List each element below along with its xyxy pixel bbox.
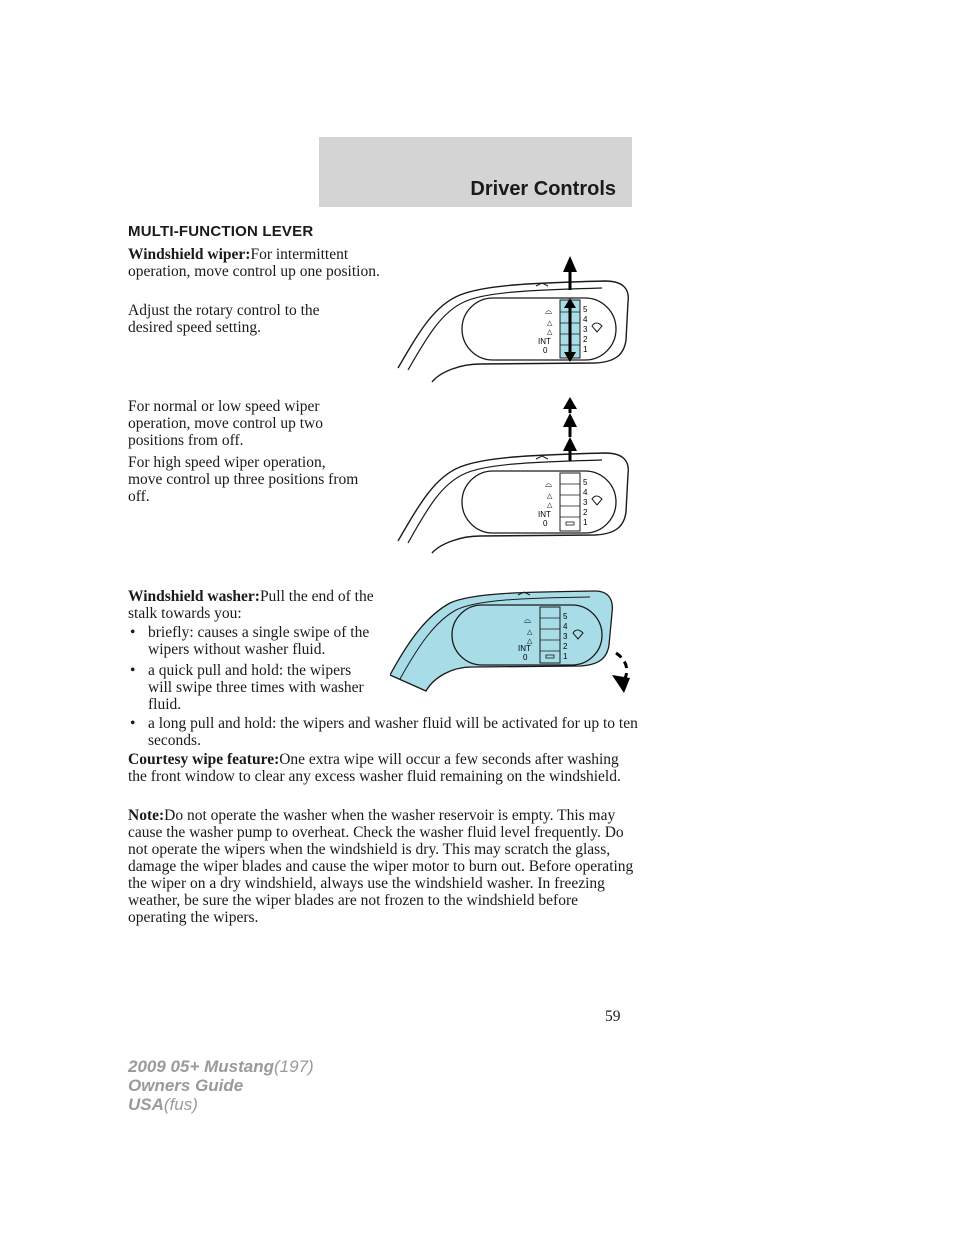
courtesy-label: Courtesy wipe feature: [128,751,280,768]
arrow-up-icon [563,397,577,409]
courtesy-paragraph [128,751,630,785]
wiper-label: Windshield wiper: [128,246,251,263]
speed-label: 5 [583,478,588,487]
svg-text:△: △ [527,629,533,636]
svg-text:△: △ [547,320,553,327]
page-header-title: Driver Controls [470,178,616,200]
speed-label: 1 [563,652,568,661]
washer-text: Pull the end of the stalk towards you: [128,588,374,622]
header-band [319,137,632,207]
wiper-symbol-icon: ⌓ [545,479,553,489]
speed-label: 2 [583,335,588,344]
wiper-text: For intermittent operation, move control up one position. [128,246,380,280]
speed-label: 5 [563,612,568,621]
off-label: 0 [543,519,548,528]
off-label: 0 [543,346,548,355]
courtesy-text: One extra wipe will occur a few seconds after washing the front window to clear any excess washer fluid remaining on the windshield. [128,751,621,785]
normal-speed-paragraph: For normal or low speed wiper operation, move control up two positions from off. [128,398,323,449]
rotary-paragraph: Adjust the rotary control to the desired speed setting. [128,302,320,336]
svg-text:△: △ [547,493,553,500]
svg-text:△: △ [547,329,553,336]
speed-label: 2 [583,508,588,517]
note-paragraph [128,807,634,926]
svg-text:△: △ [547,502,553,509]
speed-label: 1 [583,518,588,527]
footer-market-code: (fus) [163,1095,198,1114]
wiper-symbol-icon: ⌓ [545,306,553,316]
off-label: 0 [523,653,528,662]
note-label: Note: [128,807,165,824]
footer-guide: Owners Guide [128,1076,244,1095]
footer-model: 2009 05+ Mustang [128,1057,274,1076]
speed-label: 3 [563,632,568,641]
arrow-up-icon [563,413,577,427]
list-item: • briefly: causes a single swipe of the wipers without washer fluid. [128,624,378,660]
speed-label: 4 [583,488,588,497]
washer-paragraph [128,588,374,622]
speed-label: 2 [563,642,568,651]
speed-label: 3 [583,498,588,507]
arrow-up-icon [563,437,577,451]
footer-market: USA [128,1095,164,1114]
footer [128,1057,314,1114]
svg-text:△: △ [527,638,533,645]
wiper-lever-figure-2 [390,395,640,555]
speed-label: 5 [583,305,588,314]
wiper-lever-figure-3 [390,583,640,698]
int-label: INT [538,337,551,346]
washer-label: Windshield washer: [128,588,260,605]
note-text: Do not operate the washer when the washer reservoir is empty. This may cause the washer pump to overheat. Check the washer fluid level frequently. Do not operate the wipers when the windshield is dry. This may scratch the glass, damage the wiper blades and cause the wiper motor to burn out. Before operating the wiper on a dry windshield, always use the windshield washer. In freezing weather, be sure the wiper blades are not frozen to the windshield before operating the wipers. [128,807,634,926]
bullet-text: a quick pull and hold: the wipers will swipe three times with washer fluid. [148,662,364,713]
page-number: 59 [605,1008,621,1025]
bullet-text: briefly: causes a single swipe of the wipers without washer fluid. [148,624,370,658]
high-speed-paragraph: For high speed wiper operation, move control up three positions from off. [128,454,359,505]
wiper-symbol-icon: ⌓ [524,615,532,625]
speed-label: 3 [583,325,588,334]
arrow-pull-icon [612,675,630,693]
list-item: • a long pull and hold: the wipers and washer fluid will be activated for up to ten seconds. [130,715,638,749]
speed-label: 1 [583,345,588,354]
footer-model-code: (197) [274,1057,314,1076]
wiper-paragraph [128,246,390,280]
list-item: • a quick pull and hold: the wipers will swipe three times with washer fluid. [128,662,378,716]
int-label: INT [518,644,531,653]
arrow-up-icon [563,256,577,272]
section-heading: MULTI-FUNCTION LEVER [128,223,314,240]
int-label: INT [538,510,551,519]
speed-label: 4 [563,622,568,631]
bullet-text: a long pull and hold: the wipers and washer fluid will be activated for up to ten seconds. [148,715,638,749]
speed-label: 4 [583,315,588,324]
wiper-lever-figure-1 [390,250,640,390]
